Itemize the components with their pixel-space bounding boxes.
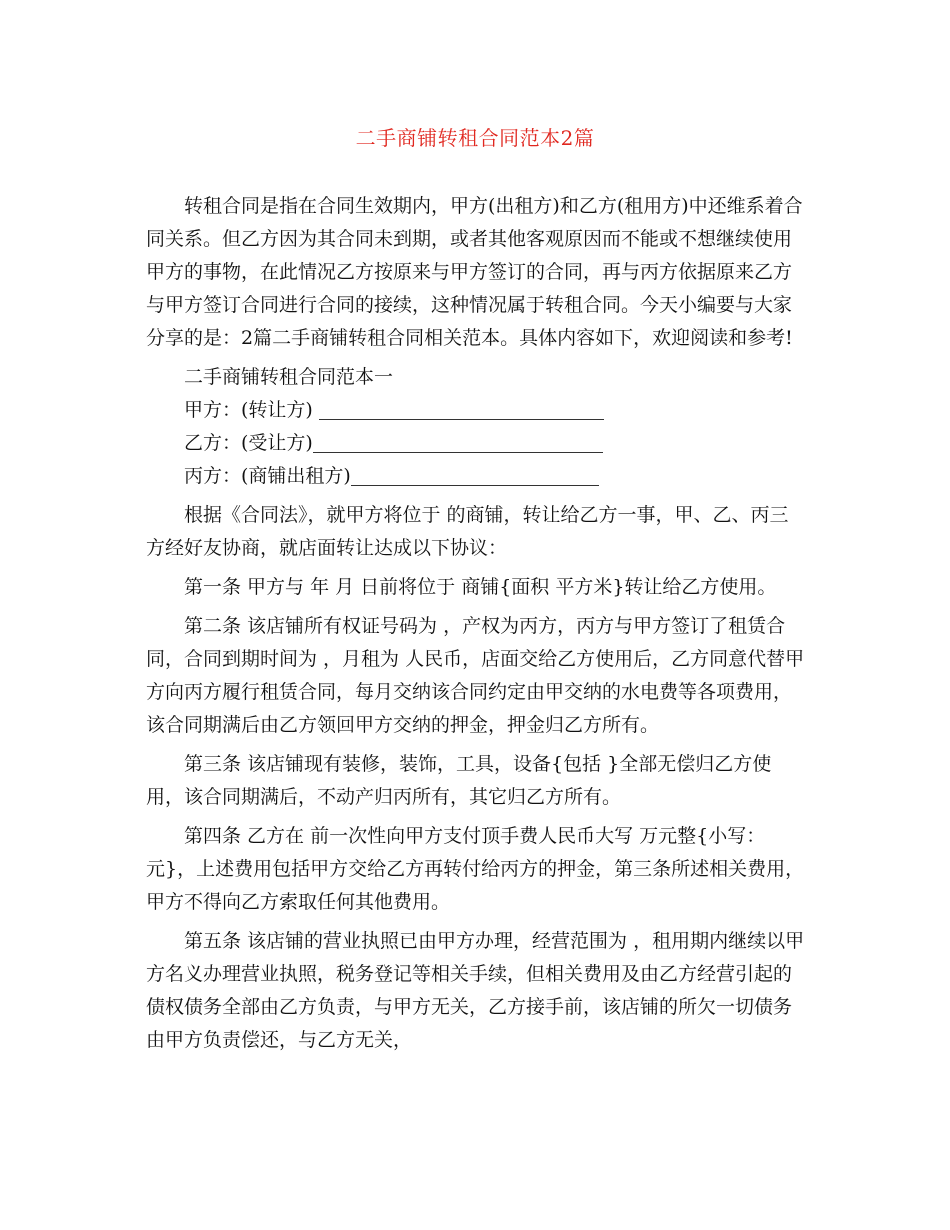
document-title: 二手商铺转租合同范本2篇 — [355, 126, 595, 150]
party-b-blank — [313, 432, 603, 453]
intro-paragraph: 转租合同是指在合同生效期内，甲方(出租方)和乙方(租用方)中还维系着合同关系。但乙方因为其合同未到期，或者其他客观原因而不能或不想继续使用甲方的事物，在此情况乙方按原来与甲方签订的合同，再与丙方依据原来乙方与甲方签订合同进行合同的接续，这种情况属于转租合同。今天小编要与大家分享的是：2篇二手商铺转租合同相关范本。具体内容如下，欢迎阅读和参考! — [146, 195, 803, 349]
party-a-blank — [319, 399, 604, 420]
preamble-paragraph: 根据《合同法》，就甲方将位于 的商铺，转让给乙方一事，甲、乙、丙三方经好友协商，就店面转让达成以下协议： — [146, 504, 789, 559]
article-4: 第四条 乙方在 前一次性向甲方支付顶手费人民币大写 万元整{小写： 元}，上述费用包括甲方交给乙方再转付给丙方的押金，第三条所述相关费用，甲方不得向乙方索取任何其他费用。 — [146, 825, 805, 913]
party-a-label: 甲方：(转让方) — [184, 399, 313, 421]
article-2: 第二条 该店铺所有权证号码为 ，产权为丙方，丙方与甲方签订了租赁合同，合同到期时间为 ，月租为 人民币，店面交给乙方使用后，乙方同意代替甲方向丙方履行租赁合同，每月交纳该合同约定由甲交纳的水电费等各项费用，该合同期满后由乙方领回甲方交纳的押金，押金归乙方所有。 — [146, 615, 805, 736]
party-b-line — [146, 427, 806, 460]
party-c-line — [146, 460, 806, 493]
party-b-label: 乙方：(受让方) — [184, 432, 313, 454]
party-c-label: 丙方：(商铺出租方) — [184, 465, 351, 487]
party-c-blank — [351, 465, 599, 486]
article-5: 第五条 该店铺的营业执照已由甲方办理，经营范围为 ，租用期内继续以甲方名义办理营业执照，税务登记等相关手续，但相关费用及由乙方经营引起的债权债务全部由乙方负责，与甲方无关，乙方接手前，该店铺的所欠一切债务由甲方负责偿还，与乙方无关， — [146, 930, 805, 1051]
document-body — [146, 190, 806, 1057]
section-title: 二手商铺转租合同范本一 — [184, 366, 394, 388]
article-3: 第三条 该店铺现有装修，装饰，工具，设备{包括 }全部无偿归乙方使用，该合同期满后，不动产归丙所有，其它归乙方所有。 — [146, 753, 772, 808]
party-a-line — [146, 394, 806, 427]
article-1: 第一条 甲方与 年 月 日前将位于 商铺{面积 平方米}转让给乙方使用。 — [184, 576, 777, 598]
